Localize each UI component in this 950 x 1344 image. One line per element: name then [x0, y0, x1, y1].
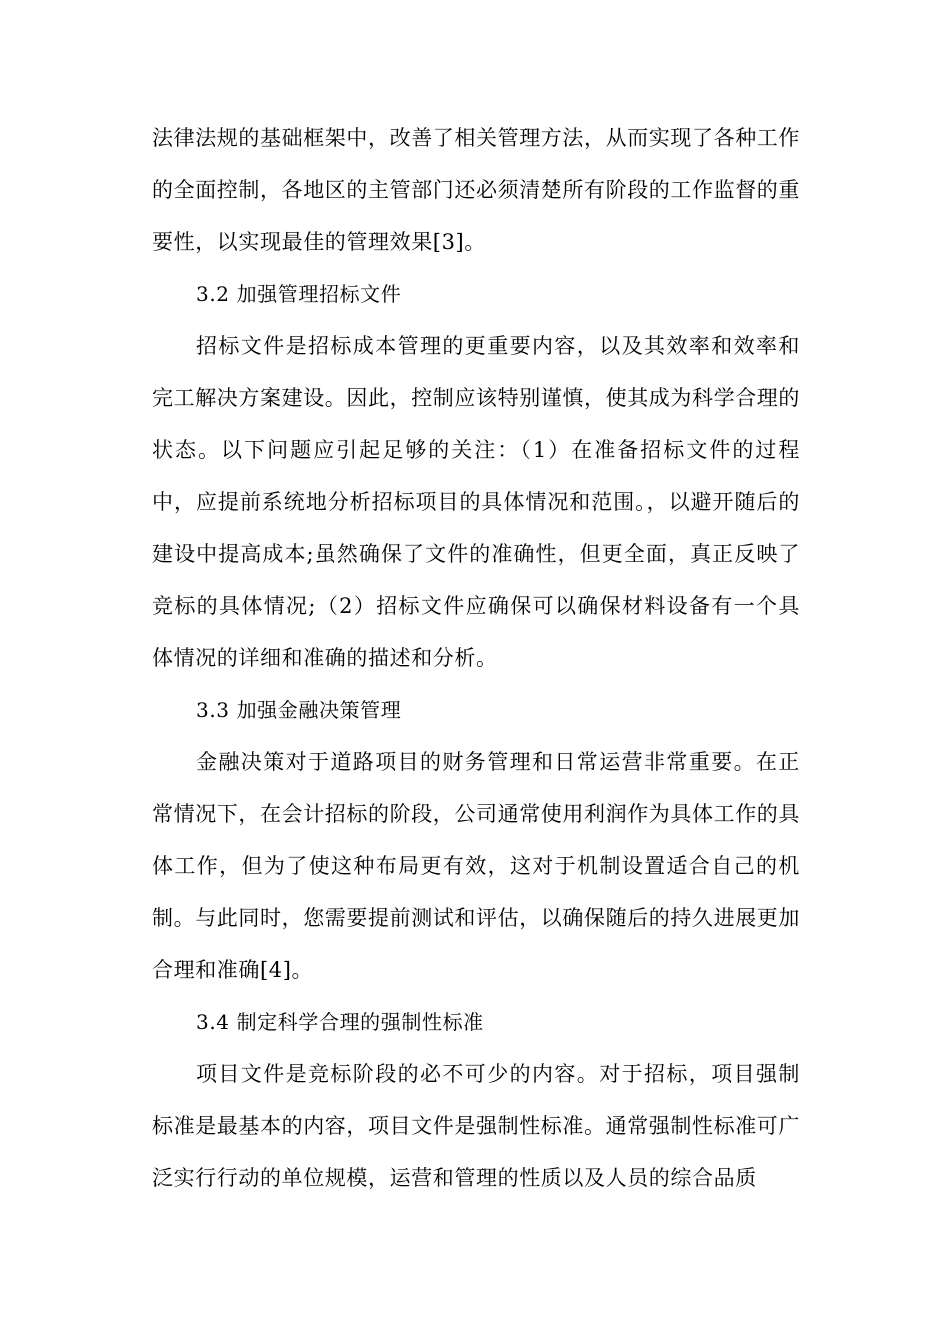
body-paragraph: 项目文件是竞标阶段的必不可少的内容。对于招标，项目强制标准是最基本的内容，项目文件是强制性标准。通常强制性标准可广泛实行行动的单位规模，运营和管理的性质以及人员的综合品质: [152, 1062, 800, 1190]
body-paragraph: 法律法规的基础框架中，改善了相关管理方法，从而实现了各种工作的全面控制，各地区的主管部门还必须清楚所有阶段的工作监督的重要性，以实现最佳的管理效果[3]。: [152, 126, 800, 254]
section-heading: 3.2 加强管理招标文件: [196, 282, 402, 306]
document-body: [152, 112, 800, 1204]
section-heading: 3.4 制定科学合理的强制性标准: [196, 1010, 484, 1034]
section-heading: 3.3 加强金融决策管理: [196, 698, 402, 722]
body-paragraph: 招标文件是招标成本管理的更重要内容，以及其效率和效率和完工解决方案建设。因此，控制应该特别谨慎，使其成为科学合理的状态。以下问题应引起足够的关注：（1）在准备招标文件的过程中，应提前系统地分析招标项目的具体情况和范围。，以避开随后的建设中提高成本;虽然确保了文件的准确性，但更全面，真正反映了竞标的具体情况;（2）招标文件应确保可以确保材料设备有一个具体情况的详细和准确的描述和分析。: [152, 334, 800, 670]
body-paragraph: 金融决策对于道路项目的财务管理和日常运营非常重要。在正常情况下，在会计招标的阶段，公司通常使用利润作为具体工作的具体工作，但为了使这种布局更有效，这对于机制设置适合自己的机制。与此同时，您需要提前测试和评估，以确保随后的持久进展更加合理和准确[4]。: [152, 750, 800, 982]
